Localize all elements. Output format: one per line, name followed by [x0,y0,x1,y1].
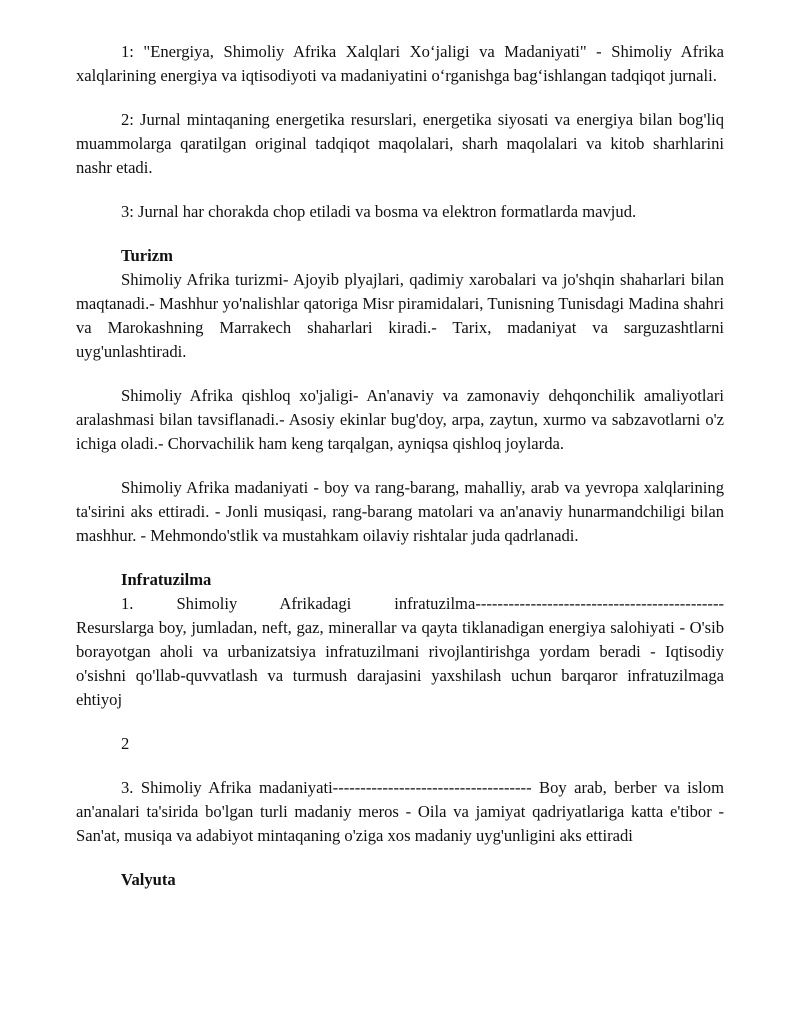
culture-paragraph: Shimoliy Afrika madaniyati - boy va rang-barang, mahalliy, arab va yevropa xalqlarining ta'sirini aks ettiradi. - Jonli musiqasi, rang-barang matolari va an'anaviy hunarmandchiligi bilan mashhur. - Mehmondo'stlik va mustahkam oilaviy rishtalar juda qadrlanadi. [76,478,724,545]
agriculture-paragraph: Shimoliy Afrika qishloq xo'jaligi- An'anaviy va zamonaviy dehqonchilik amaliyotlari aralashmasi bilan tavsiflanadi.- Asosiy ekinlar bug'doy, arpa, zaytun, xurmo va sabzavotlarni o'z ichiga oladi.- Chorvachilik ham keng tarqalgan, ayniqsa qishloq joylarda. [76,386,724,453]
infrastructure-paragraph-2: 2 [121,734,130,753]
infrastructure-line-1: 1. Shimoliy Afrikadagi infratuzilma--------------------------------------------- [121,594,724,613]
paragraph-3: 3: Jurnal har chorakda chop etiladi va bosma va elektron formatlarda mavjud. [121,202,637,221]
paragraph-1: 1: "Energiya, Shimoliy Afrika Xalqlari Xo‘jaligi va Madaniyati" - Shimoliy Afrika xalqlarining energiya va iqtisodiyoti va madaniyatini o‘rganishga bag‘ishlangan tadqiqot jurnali. [76,42,724,85]
tourism-heading: Turizm [121,246,173,265]
infrastructure-heading: Infratuzilma [121,570,212,589]
paragraph-2: 2: Jurnal mintaqaning energetika resurslari, energetika siyosati va energiya bilan bog'liq muammolarga qaratilgan original tadqiqot maqolalari, sharh maqolalari va kitob sharhlarini nashr etadi. [76,110,724,177]
infrastructure-paragraph-3: 3. Shimoliy Afrika madaniyati------------------------------------ Boy arab, berber va islom an'analari ta'sirida bo'lgan turli madaniy meros - Oila va jamiyat qadriyatlariga katta e'tibor - San'at, musiqa va adabiyot mintaqaning o'ziga xos madaniy uyg'unligini aks ettiradi [76,778,724,845]
tourism-paragraph-1: Shimoliy Afrika turizmi- Ajoyib plyajlari, qadimiy xarobalari va jo'shqin shaharlari bilan maqtanadi.- Mashhur yo'nalishlar qatoriga Misr piramidalari, Tunisning Tunisdagi Madina shahri va Marokashning Marrakech shaharlari kiradi.- Tarix, madaniyat va sarguzashtlarni uyg'unlashtiradi. [76,270,724,361]
currency-heading: Valyuta [121,870,176,889]
infrastructure-paragraph-1: Resurslarga boy, jumladan, neft, gaz, minerallar va qayta tiklanadigan energiya salohiyati - O'sib borayotgan aholi va urbanizatsiya infratuzilmani rivojlantirishga yordam beradi - Iqtisodiy o'sishni qo'llab-quvvatlash va turmush darajasini yaxshilash uchun barqaror infratuzilmaga ehtiyoj [76,618,724,709]
